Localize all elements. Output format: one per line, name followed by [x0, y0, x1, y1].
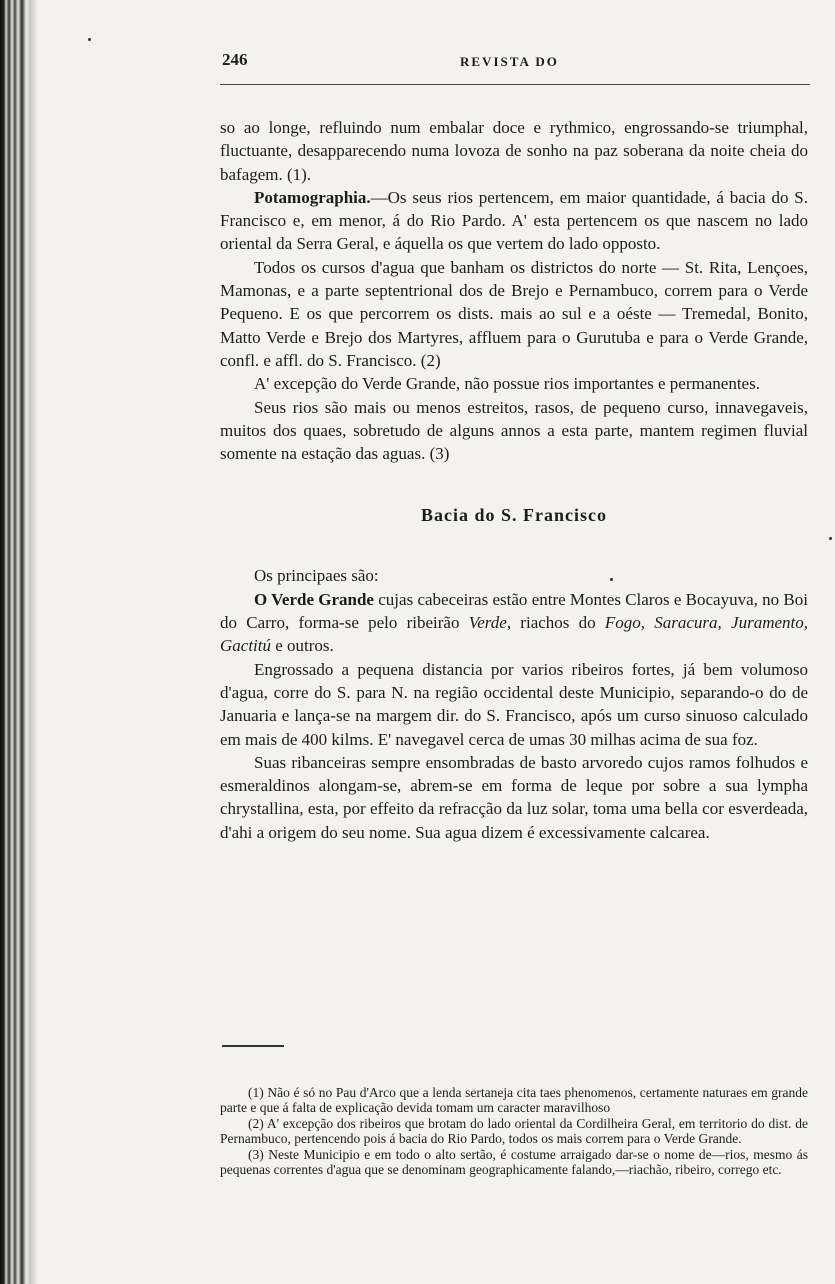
paragraph-continuation: so ao longe, refluindo num embalar doce e rythmico, engrossando-se triumphal, fluctuante, desapparecendo numa lovoza de sonho na paz soberana da noite cheia do bafagem. (1).: [220, 118, 808, 184]
page-header: [220, 50, 810, 90]
footnote-rule: [222, 1045, 284, 1047]
section-heading: Bacia do S. Francisco: [421, 505, 607, 526]
paragraph-districts: Todos os cursos d'agua que banham os districtos do norte — St. Rita, Lençoes, Mamonas, e a parte septentrional dos de Brejo e Pernambuco, correm para o Verde Pequeno. E os que percorrem os dists. mais ao sul e a oéste — Tremedal, Bonito, Matto Verde e Brejo dos Martyres, affluem para o Gurutuba e para o Verde Grande, confl. e affl. do S. Francisco. (2): [220, 257, 808, 370]
paragraph-principal: Os principaes são:: [254, 566, 379, 586]
footnote-3: (3) Neste Municipio e em todo o alto sertão, é costume arraigado dar-se o nome de—rios, mesmo ás pequenas correntes d'agua que se denominam geographicamente falando,—riachão, ribeiro, corrego etc.: [220, 1146, 808, 1178]
paragraph-rivers: Seus rios são mais ou menos estreitos, rasos, de pequeno curso, innavegaveis, muitos dos quaes, sobretudo de alguns annos a esta parte, mantem regimen fluvial somente na estação das aguas. (3): [220, 397, 808, 464]
book-binding-edge: [0, 0, 38, 1284]
ink-speck: [88, 38, 91, 41]
running-title: REVISTA DO: [460, 54, 559, 69]
footnote-1: (1) Não é só no Pau d'Arco que a lenda sertaneja cita taes phenomenos, certamente naturaes em grande parte e que á falta de explicação devida tomam um caracter maravilhoso: [220, 1085, 808, 1116]
paragraph-text: e outros.: [271, 636, 334, 656]
paragraph-banks: Suas ribanceiras sempre ensombradas de basto arvoredo cujos ramos folhudos e esmeraldinos alongam-se, abrem-se em forma de leque por sobre a sua lympha chrystallina, esta, por effeito da refracção da luz solar, toma uma bella cor esverdeada, d'ahi a origem do seu nome. Sua agua dizem é excessivamente calcarea.: [220, 752, 808, 842]
header-rule: [220, 84, 810, 85]
body-text: [220, 116, 808, 844]
italic-stream-names: Fogo, Saracura, Juramento, Gactitú: [220, 613, 808, 656]
italic-river-name: Verde: [468, 613, 507, 633]
paragraph-course: Engrossado a pequena distancia por varios ribeiros fortes, já bem volumoso d'agua, corre do S. para N. na região occidental deste Municipio, separando-o do de Januaria e lança-se na margem dir. do S. Francisco, após um curso sinuoso calculado em mais de 400 kilms. E' navegavel cerca de umas 30 milhas acima de sua foz.: [220, 659, 808, 749]
paragraph-text: , riachos do: [506, 613, 605, 633]
paragraph-potamographia: [220, 186, 808, 256]
footnotes: [220, 1085, 808, 1177]
bold-lead-potamographia: Potamographia.: [254, 187, 371, 207]
bold-lead-verde-grande: O Verde Grande: [254, 589, 374, 609]
paragraph-exception: A' excepção do Verde Grande, não possue rios importantes e permanentes.: [254, 374, 760, 394]
page-number: 246: [222, 50, 248, 69]
footnote-2: (2) A' excepção dos ribeiros que brotam do lado oriental da Cordilheira Geral, em territorio do dist. de Pernambuco, pertencendo pois á bacia do Rio Pardo, todos os mais correm para o Verde Grande.: [220, 1115, 808, 1147]
paragraph-text: —Os seus rios pertencem, em maior quantidade, á bacia do S. Francisco e, em menor, á do Rio Pardo. A' esta pertencem os que nascem no lado oriental da Serra Geral, e áquella os que vertem do lado opposto.: [220, 187, 808, 254]
ink-speck: [829, 537, 832, 540]
paragraph-verde-grande: [220, 588, 808, 658]
paragraph-text: cujas cabeceiras estão entre Montes Claros e Bocayuva, no Boi do Carro, forma-se pelo ribeirão: [220, 589, 808, 633]
